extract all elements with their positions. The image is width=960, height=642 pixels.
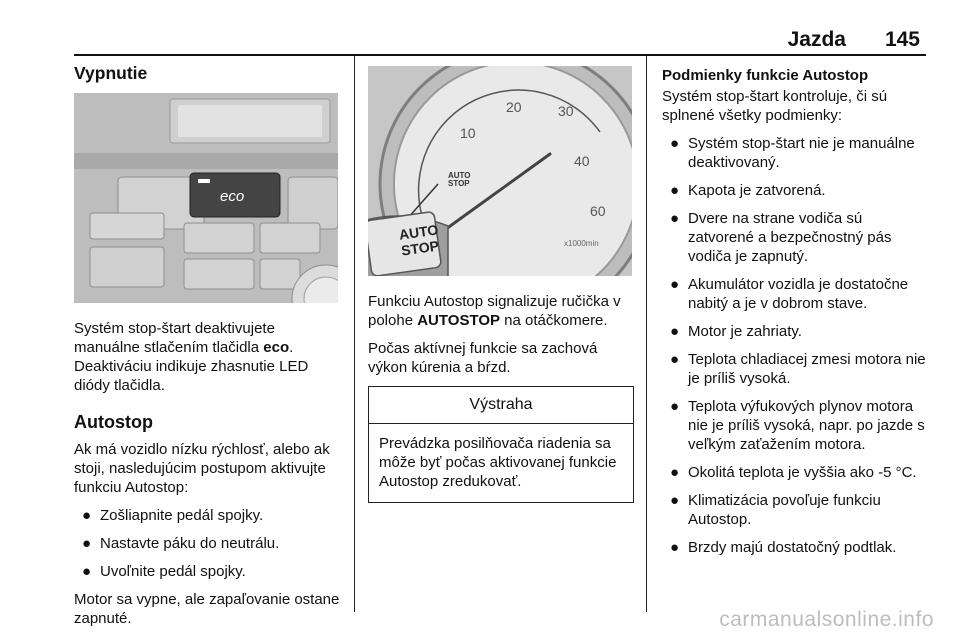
bullet-icon: ●	[670, 135, 680, 152]
column-divider-right	[646, 56, 647, 612]
paragraph-heating: Počas aktívnej funkcie sa zachová výkon kúrenia a bŕzd.	[368, 340, 598, 376]
bullet-icon: ●	[670, 351, 680, 368]
list-item-text: Zošliapnite pedál spojky.	[100, 507, 264, 524]
paragraph-autostop-needle	[368, 292, 634, 330]
list-item-text: Brzdy majú dostatočný podtlak.	[688, 539, 897, 556]
section-title: Jazda	[787, 28, 846, 51]
unit-label: x1000min	[564, 239, 599, 248]
list-item-text: Systém stop-štart nie je manuálne deaktivovaný.	[688, 135, 915, 171]
list-item	[662, 350, 928, 388]
dial-autostop-line2: STOP	[448, 179, 470, 188]
heading-vypnutie: Vypnutie	[74, 63, 148, 83]
list-item-text: Klimatizácia povoľuje funkciu Autostop.	[688, 492, 881, 528]
warning-title: Výstraha	[369, 387, 633, 424]
eco-inline-label: eco	[263, 339, 290, 356]
text-span: . Deaktiváciu indikuje zhasnutie LED diódy tlačidla.	[74, 339, 309, 394]
bullet-icon: ●	[670, 539, 680, 556]
autostop-indicator	[398, 221, 441, 258]
list-item-text: Okolitá teplota je vyššia ako -5 °C.	[688, 464, 917, 481]
console-figure	[74, 93, 338, 303]
watermark: carmanualsonline.info	[719, 608, 934, 631]
bullet-icon: ●	[670, 492, 680, 509]
paragraph-engine-off: Motor sa vypne, ale zapaľovanie ostane zapnuté.	[74, 591, 340, 627]
list-item-text: Motor je zahriaty.	[688, 323, 802, 340]
bullet-icon: ●	[670, 323, 680, 340]
tick-label: 40	[574, 153, 590, 169]
list-item	[662, 491, 928, 529]
page-number: 145	[884, 28, 920, 51]
paragraph-conditions-intro: Systém stop-štart kontroluje, či sú splnené všetky podmienky:	[662, 88, 888, 124]
bullet-icon: ●	[670, 182, 680, 199]
tick-label: 30	[558, 103, 574, 119]
indicator-line2: STOP	[400, 237, 440, 259]
tachometer-figure	[368, 66, 632, 276]
text-span: Funkciu Autostop signalizuje ručička v polohe	[368, 293, 621, 329]
conditions-list	[662, 134, 928, 557]
list-item	[662, 397, 928, 454]
list-item	[662, 322, 928, 341]
list-item-text: Teplota chladiacej zmesi motora nie je príliš vysoká.	[688, 351, 926, 387]
paragraph-autostop-intro: Ak má vozidlo nízku rýchlosť, alebo ak stoji, nasledujúcim postupom aktivujte funkciu Autostop:	[74, 441, 330, 496]
tick-label: 20	[506, 99, 522, 115]
bullet-icon: ●	[82, 507, 92, 524]
tick-label: 60	[590, 203, 606, 219]
list-item	[662, 538, 928, 557]
header-rule	[74, 54, 926, 56]
list-item	[662, 275, 928, 313]
eco-button-label: eco	[220, 188, 245, 205]
text-span: Systém stop-štart deaktivujete manuálne stlačením tlačidla	[74, 320, 275, 356]
list-item	[74, 506, 342, 525]
bullet-icon: ●	[670, 398, 680, 415]
list-item	[662, 181, 928, 200]
bullet-icon: ●	[670, 210, 680, 227]
list-item-text: Teplota výfukových plynov motora nie je príliš vysoká, napr. po jazde s veľkým zaťažením motora.	[688, 398, 925, 453]
bullet-icon: ●	[670, 276, 680, 293]
heading-autostop: Autostop	[74, 412, 153, 432]
autostop-inline-label: AUTOSTOP	[417, 312, 501, 329]
dial-autostop-mark	[448, 172, 471, 188]
middle-column	[368, 66, 634, 503]
dial-autostop-line1: AUTO	[448, 171, 471, 180]
left-column	[74, 64, 342, 637]
list-item	[74, 562, 342, 581]
list-item-text: Uvoľnite pedál spojky.	[100, 563, 246, 580]
heading-conditions: Podmienky funkcie Autostop	[662, 67, 869, 84]
paragraph-deactivation	[74, 319, 342, 395]
warning-box	[368, 386, 634, 503]
list-item	[662, 209, 928, 266]
column-divider-left	[354, 56, 355, 612]
list-item	[662, 134, 928, 172]
list-item	[662, 463, 928, 482]
list-item-text: Dvere na strane vodiča sú zatvorené a bezpečnostný pás vodiča je zapnutý.	[688, 210, 892, 265]
bullet-icon: ●	[82, 535, 92, 552]
list-item-text: Akumulátor vozidla je dostatočne nabitý a je v dobrom stave.	[688, 276, 909, 312]
tick-label: 10	[460, 125, 476, 141]
bullet-icon: ●	[670, 464, 680, 481]
indicator-line1: AUTO	[397, 221, 440, 243]
warning-text: Prevádzka posilňovača riadenia sa môže byť počas aktivovanej funkcie Autostop zredukovať.	[379, 435, 617, 490]
autostop-steps-list	[74, 506, 342, 581]
text-span: na otáčkomere.	[500, 312, 608, 329]
bullet-icon: ●	[82, 563, 92, 580]
list-item-text: Kapota je zatvorená.	[688, 182, 826, 199]
list-item	[74, 534, 342, 553]
console-illustration	[74, 93, 338, 303]
page-header	[74, 28, 926, 54]
list-item-text: Nastavte páku do neutrálu.	[100, 535, 280, 552]
right-column	[662, 66, 928, 566]
